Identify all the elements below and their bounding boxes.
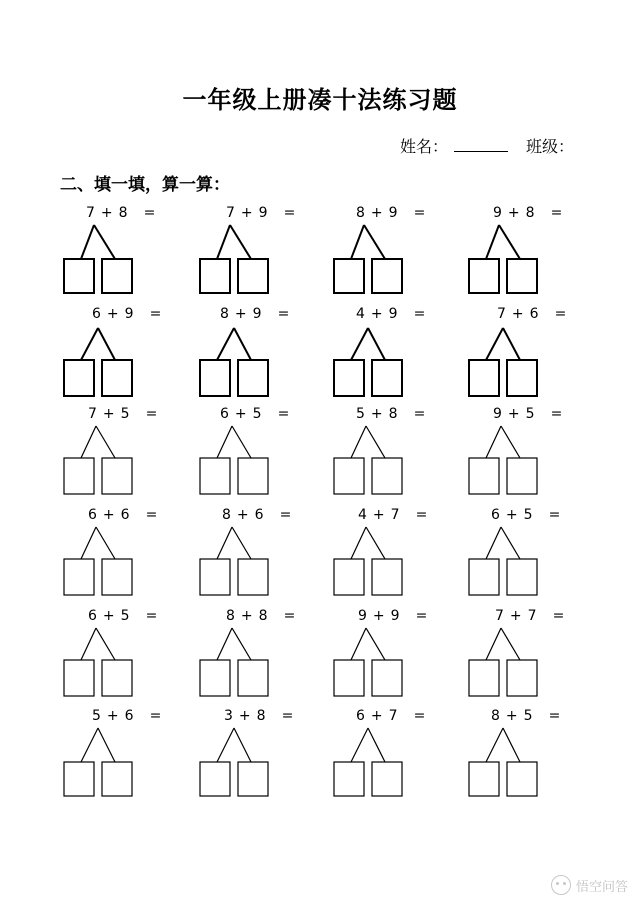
expr-b: 8 [118, 205, 128, 221]
decomposition-tree [465, 320, 555, 410]
problem-21 [60, 708, 200, 808]
answer-box-left[interactable] [64, 762, 94, 796]
tree-left-branch [81, 527, 96, 559]
answer-box-right[interactable] [507, 259, 537, 293]
expr-eq: = [281, 708, 294, 724]
answer-box-right[interactable] [238, 360, 268, 396]
tree-left-branch [351, 527, 366, 559]
expr-eq: = [145, 507, 158, 523]
answer-box-right[interactable] [238, 259, 268, 293]
expr-op: + [509, 608, 522, 624]
tree-right-branch [96, 426, 115, 458]
problem-9 [60, 406, 200, 506]
expr-b: 9 [388, 205, 398, 221]
tree-left-branch [81, 728, 98, 762]
tree-right-branch [368, 328, 385, 360]
answer-box-right[interactable] [238, 762, 268, 796]
expr-b: 9 [390, 608, 400, 624]
expr-b: 6 [529, 306, 539, 322]
expr-a: 8 [491, 708, 500, 724]
expr-op: + [236, 507, 249, 523]
expr-eq: = [550, 406, 563, 422]
answer-box-left[interactable] [64, 660, 94, 696]
expr-eq: = [552, 608, 565, 624]
expr-b: 9 [258, 205, 268, 221]
expr-b: 8 [388, 406, 398, 422]
answer-box-left[interactable] [469, 360, 499, 396]
tree-right-branch [234, 728, 251, 762]
problem-24 [465, 708, 605, 808]
expr-op: + [505, 708, 518, 724]
problem-10 [196, 406, 336, 506]
decomposition-tree [465, 622, 555, 712]
answer-box-left[interactable] [200, 259, 230, 293]
problem-19 [330, 608, 470, 708]
answer-box-left[interactable] [64, 458, 94, 494]
expr-eq: = [145, 608, 158, 624]
answer-box-left[interactable] [200, 762, 230, 796]
tree-right-branch [96, 628, 115, 660]
answer-box-left[interactable] [64, 559, 94, 595]
expr-eq: = [550, 205, 563, 221]
decomposition-tree [60, 320, 150, 410]
decomposition-tree [330, 722, 420, 812]
decomposition-tree [196, 722, 286, 812]
problem-5 [60, 306, 200, 406]
tree-right-branch [503, 328, 520, 360]
speech-bubble-icon [551, 875, 571, 895]
expr-eq: = [277, 306, 290, 322]
problem-2 [196, 205, 336, 305]
problem-17 [60, 608, 200, 708]
tree-right-branch [232, 426, 251, 458]
answer-box-right[interactable] [372, 458, 402, 494]
answer-box-left[interactable] [200, 458, 230, 494]
tree-left-branch [351, 225, 364, 259]
expr-eq: = [413, 406, 426, 422]
answer-box-left[interactable] [469, 458, 499, 494]
problem-3 [330, 205, 470, 305]
decomposition-tree [465, 420, 555, 510]
tree-right-branch [368, 728, 385, 762]
tree-left-branch [486, 225, 499, 259]
answer-box-left[interactable] [334, 360, 364, 396]
decomposition-tree [330, 521, 420, 611]
problem-14 [196, 507, 336, 607]
expr-b: 5 [525, 406, 535, 422]
expr-eq: = [143, 205, 156, 221]
answer-box-left[interactable] [200, 559, 230, 595]
expr-op: + [370, 406, 383, 422]
expr-a: 5 [356, 406, 365, 422]
decomposition-tree [60, 219, 150, 309]
expr-a: 7 [88, 406, 97, 422]
expr-eq: = [149, 708, 162, 724]
problem-16 [465, 507, 605, 607]
expr-eq: = [548, 708, 561, 724]
tree-right-branch [96, 527, 115, 559]
answer-box-left[interactable] [64, 259, 94, 293]
tree-left-branch [217, 728, 234, 762]
tree-left-branch [351, 426, 366, 458]
expr-op: + [507, 406, 520, 422]
answer-box-right[interactable] [238, 559, 268, 595]
tree-left-branch [81, 328, 98, 360]
problem-4 [465, 205, 605, 305]
answer-box-right[interactable] [102, 762, 132, 796]
answer-box-left[interactable] [334, 559, 364, 595]
expr-a: 6 [220, 406, 229, 422]
tree-left-branch [217, 328, 234, 360]
expr-op: + [102, 608, 115, 624]
decomposition-tree [330, 420, 420, 510]
decomposition-tree [465, 219, 555, 309]
answer-box-left[interactable] [334, 660, 364, 696]
expr-eq: = [283, 608, 296, 624]
answer-box-left[interactable] [469, 762, 499, 796]
answer-box-right[interactable] [102, 458, 132, 494]
tree-right-branch [94, 225, 115, 259]
tree-left-branch [217, 628, 232, 660]
expr-b: 5 [120, 406, 130, 422]
answer-box-right[interactable] [238, 458, 268, 494]
answer-box-right[interactable] [372, 559, 402, 595]
decomposition-tree [196, 521, 286, 611]
answer-box-right[interactable] [372, 259, 402, 293]
expr-eq: = [413, 205, 426, 221]
tree-right-branch [499, 225, 520, 259]
watermark [551, 875, 628, 895]
expr-b: 5 [252, 406, 262, 422]
tree-left-branch [217, 527, 232, 559]
answer-box-right[interactable] [372, 762, 402, 796]
expr-b: 9 [252, 306, 262, 322]
expr-op: + [240, 608, 253, 624]
expr-eq: = [277, 406, 290, 422]
class-label: 班级： [525, 137, 574, 156]
expr-op: + [106, 306, 119, 322]
expr-op: + [100, 205, 113, 221]
tree-left-branch [81, 225, 94, 259]
expr-b: 5 [523, 507, 533, 523]
expr-a: 5 [92, 708, 101, 724]
expr-op: + [102, 507, 115, 523]
expr-a: 4 [356, 306, 365, 322]
tree-right-branch [501, 426, 520, 458]
tree-right-branch [232, 527, 251, 559]
tree-right-branch [98, 728, 115, 762]
tree-left-branch [351, 628, 366, 660]
expr-op: + [505, 507, 518, 523]
name-label: 姓名： [399, 137, 448, 156]
tree-right-branch [98, 328, 115, 360]
decomposition-tree [196, 622, 286, 712]
answer-box-left[interactable] [334, 458, 364, 494]
expr-b: 9 [124, 306, 134, 322]
problem-6 [196, 306, 336, 406]
problem-8 [465, 306, 605, 406]
expr-eq: = [548, 507, 561, 523]
expr-a: 8 [356, 205, 365, 221]
expr-eq: = [149, 306, 162, 322]
decomposition-tree [465, 521, 555, 611]
expr-b: 5 [523, 708, 533, 724]
expr-b: 6 [254, 507, 264, 523]
expr-b: 5 [120, 608, 130, 624]
expr-op: + [240, 205, 253, 221]
decomposition-tree [60, 722, 150, 812]
tree-right-branch [366, 527, 385, 559]
tree-left-branch [81, 426, 96, 458]
tree-right-branch [232, 628, 251, 660]
expr-a: 9 [493, 205, 502, 221]
expr-a: 6 [491, 507, 500, 523]
tree-left-branch [486, 628, 501, 660]
decomposition-tree [330, 320, 420, 410]
expr-op: + [511, 306, 524, 322]
tree-left-branch [217, 225, 230, 259]
expr-eq: = [279, 507, 292, 523]
problem-11 [330, 406, 470, 506]
tree-right-branch [364, 225, 385, 259]
expr-a: 8 [226, 608, 235, 624]
tree-right-branch [503, 728, 520, 762]
tree-right-branch [234, 328, 251, 360]
expr-a: 7 [495, 608, 504, 624]
answer-box-left[interactable] [469, 559, 499, 595]
expr-a: 9 [358, 608, 367, 624]
problem-15 [330, 507, 470, 607]
answer-box-left[interactable] [469, 660, 499, 696]
tree-left-branch [217, 426, 232, 458]
expr-b: 9 [388, 306, 398, 322]
expr-a: 6 [356, 708, 365, 724]
watermark-text: 悟空问答 [575, 879, 628, 895]
answer-box-right[interactable] [507, 360, 537, 396]
tree-left-branch [81, 628, 96, 660]
answer-box-right[interactable] [507, 559, 537, 595]
decomposition-tree [60, 521, 150, 611]
decomposition-tree [60, 420, 150, 510]
tree-right-branch [501, 527, 520, 559]
expr-a: 7 [226, 205, 235, 221]
tree-right-branch [230, 225, 251, 259]
problem-12 [465, 406, 605, 506]
expr-a: 9 [493, 406, 502, 422]
decomposition-tree [196, 420, 286, 510]
problem-18 [196, 608, 336, 708]
answer-box-right[interactable] [372, 360, 402, 396]
problem-23 [330, 708, 470, 808]
expr-op: + [372, 507, 385, 523]
answer-box-right[interactable] [372, 660, 402, 696]
tree-right-branch [366, 628, 385, 660]
expr-eq: = [415, 507, 428, 523]
expr-b: 6 [124, 708, 134, 724]
answer-box-right[interactable] [102, 360, 132, 396]
decomposition-tree [330, 622, 420, 712]
answer-box-left[interactable] [200, 360, 230, 396]
expr-b: 8 [258, 608, 268, 624]
page-title: 一年级上册凑十法练习题 [182, 85, 458, 114]
problem-22 [196, 708, 336, 808]
expr-eq: = [145, 406, 158, 422]
expr-op: + [370, 708, 383, 724]
section-heading: 二、填一填，算一算： [60, 175, 230, 195]
answer-box-right[interactable] [507, 660, 537, 696]
decomposition-tree [196, 320, 286, 410]
expr-eq: = [554, 306, 567, 322]
expr-op: + [370, 205, 383, 221]
expr-op: + [507, 205, 520, 221]
answer-box-right[interactable] [102, 660, 132, 696]
expr-eq: = [283, 205, 296, 221]
answer-box-left[interactable] [469, 259, 499, 293]
tree-left-branch [486, 426, 501, 458]
decomposition-tree [60, 622, 150, 712]
expr-b: 8 [256, 708, 266, 724]
problem-20 [465, 608, 605, 708]
expr-b: 8 [525, 205, 535, 221]
expr-eq: = [413, 708, 426, 724]
expr-b: 7 [527, 608, 537, 624]
answer-box-right[interactable] [507, 762, 537, 796]
expr-op: + [102, 406, 115, 422]
decomposition-tree [330, 219, 420, 309]
tree-left-branch [486, 527, 501, 559]
expr-eq: = [413, 306, 426, 322]
answer-box-right[interactable] [238, 660, 268, 696]
tree-right-branch [366, 426, 385, 458]
answer-box-left[interactable] [334, 259, 364, 293]
problem-13 [60, 507, 200, 607]
tree-left-branch [486, 728, 503, 762]
decomposition-tree [465, 722, 555, 812]
answer-box-right[interactable] [102, 559, 132, 595]
expr-a: 7 [86, 205, 95, 221]
problem-7 [330, 306, 470, 406]
decomposition-tree [196, 219, 286, 309]
expr-op: + [372, 608, 385, 624]
expr-eq: = [415, 608, 428, 624]
expr-a: 6 [92, 306, 101, 322]
expr-a: 8 [220, 306, 229, 322]
expr-a: 7 [497, 306, 506, 322]
expr-a: 6 [88, 608, 97, 624]
answer-box-right[interactable] [507, 458, 537, 494]
expr-a: 3 [224, 708, 233, 724]
expr-op: + [106, 708, 119, 724]
expr-b: 7 [390, 507, 400, 523]
tree-left-branch [351, 328, 368, 360]
answer-box-left[interactable] [334, 762, 364, 796]
answer-box-left[interactable] [64, 360, 94, 396]
tree-left-branch [351, 728, 368, 762]
expr-a: 4 [358, 507, 367, 523]
answer-box-left[interactable] [200, 660, 230, 696]
expr-b: 6 [120, 507, 130, 523]
tree-left-branch [486, 328, 503, 360]
tree-right-branch [501, 628, 520, 660]
expr-op: + [234, 406, 247, 422]
expr-op: + [234, 306, 247, 322]
answer-box-right[interactable] [102, 259, 132, 293]
expr-b: 7 [388, 708, 398, 724]
problem-1 [60, 205, 200, 305]
expr-op: + [238, 708, 251, 724]
expr-a: 6 [88, 507, 97, 523]
expr-op: + [370, 306, 383, 322]
expr-a: 8 [222, 507, 231, 523]
